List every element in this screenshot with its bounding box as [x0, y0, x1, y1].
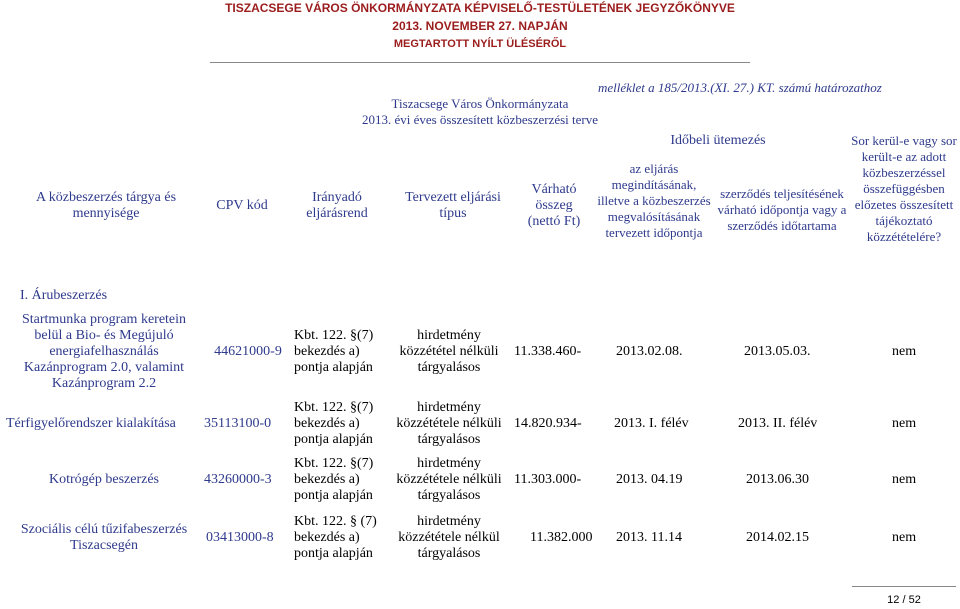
- row-2-procedure: Kbt. 122. §(7) bekezdés a) pontja alapján: [294, 400, 374, 447]
- column-header-completion: szerződés teljesítésének várható időpontja vagy a szerződés időtartama: [717, 186, 847, 233]
- column-header-notice: Sor kerül-e vagy sor került-e az adott közbeszerzéssel összefüggésben előzetes összesített tájékoztató közzétételére?: [851, 133, 957, 244]
- row-4-notice: nem: [892, 530, 917, 545]
- row-4-start: 2013. 11.14: [616, 530, 682, 545]
- row-4-type: hirdetmény közzététele nélkül tárgyalásos: [398, 514, 500, 561]
- header-divider: [210, 62, 750, 63]
- column-header-start: az eljárás megindításának, illetve a közbeszerzés megvalósításának tervezett időpontja: [597, 161, 711, 240]
- row-1-notice: nem: [892, 344, 917, 359]
- plan-title: [340, 96, 620, 128]
- column-header-schedule: Időbeli ütemezés: [670, 133, 766, 148]
- document-header-subtitle: MEGTARTOTT NYÍLT ÜLÉSÉRŐL: [393, 38, 567, 50]
- row-1-type: hirdetmény közzététel nélküli tárgyalásos: [399, 328, 499, 375]
- row-4-cpv: 03413000-8: [206, 530, 274, 545]
- row-2-amount: 14.820.934-: [514, 416, 582, 431]
- footer-divider: [852, 586, 956, 587]
- column-header-type: Tervezett eljárási típus: [405, 190, 501, 221]
- row-3-notice: nem: [892, 472, 917, 487]
- column-header-procedure: Irányadó eljárásrend: [306, 190, 368, 221]
- row-1-completion: 2013.05.03.: [744, 344, 811, 359]
- row-3-cpv: 43260000-3: [204, 472, 272, 487]
- row-3-amount: 11.303.000-: [514, 472, 582, 487]
- row-2-notice: nem: [892, 416, 917, 431]
- row-3-start: 2013. 04.19: [616, 472, 683, 487]
- row-1-subject: Startmunka program keretein belül a Bio- és Megújuló energiafelhasználás Kazánprogram 2.0, valamint Kazánprogram 2.2: [21, 312, 187, 391]
- column-header-cpv: CPV kód: [216, 198, 268, 213]
- row-2-completion: 2013. II. félév: [738, 416, 818, 431]
- row-3-procedure: Kbt. 122. §(7) bekezdés a) pontja alapján: [294, 456, 374, 503]
- row-1-start: 2013.02.08.: [616, 344, 683, 359]
- plan-title-line1: Tiszacsege Város Önkormányzata: [391, 96, 569, 111]
- row-4-amount: 11.382.000: [530, 530, 593, 545]
- page-number: 12 / 52: [887, 594, 921, 606]
- row-4-subject: Szociális célú tűzifabeszerzés Tiszacsegén: [20, 522, 188, 553]
- row-2-cpv: 35113100-0: [204, 416, 272, 431]
- document-header-date: 2013. NOVEMBER 27. NAPJÁN: [392, 19, 568, 33]
- section-title: I. Árubeszerzés: [20, 288, 108, 303]
- annex-reference: melléklet a 185/2013.(XI. 27.) KT. számú határozathoz: [598, 80, 882, 95]
- row-3-completion: 2013.06.30: [746, 472, 809, 487]
- row-3-subject: Kotrógép beszerzés: [48, 472, 159, 487]
- column-header-amount: Várható összeg (nettó Ft): [527, 182, 581, 229]
- row-1-cpv: 44621000-9: [214, 344, 282, 359]
- row-2-subject: Térfigyelőrendszer kialakítása: [6, 416, 176, 431]
- column-header-subject: A közbeszerzés tárgya és mennyisége: [35, 190, 177, 221]
- row-1-amount: 11.338.460-: [514, 344, 582, 359]
- row-3-type: hirdetmény közzététele nélküli tárgyalásos: [396, 456, 502, 503]
- document-header-title: TISZACSEGE VÁROS ÖNKORMÁNYZATA KÉPVISELŐ-TESTÜLETÉNEK JEGYZŐKÖNYVE: [225, 1, 735, 15]
- row-1-procedure: Kbt. 122. §(7) bekezdés a) pontja alapján: [294, 328, 374, 375]
- row-4-procedure: Kbt. 122. § (7) bekezdés a) pontja alapján: [294, 514, 377, 561]
- row-2-type: hirdetmény közzététele nélküli tárgyalásos: [396, 400, 502, 447]
- row-2-start: 2013. I. félév: [614, 416, 689, 431]
- row-4-completion: 2014.02.15: [746, 530, 809, 545]
- plan-title-line2: 2013. évi éves összesített közbeszerzési terve: [361, 112, 599, 127]
